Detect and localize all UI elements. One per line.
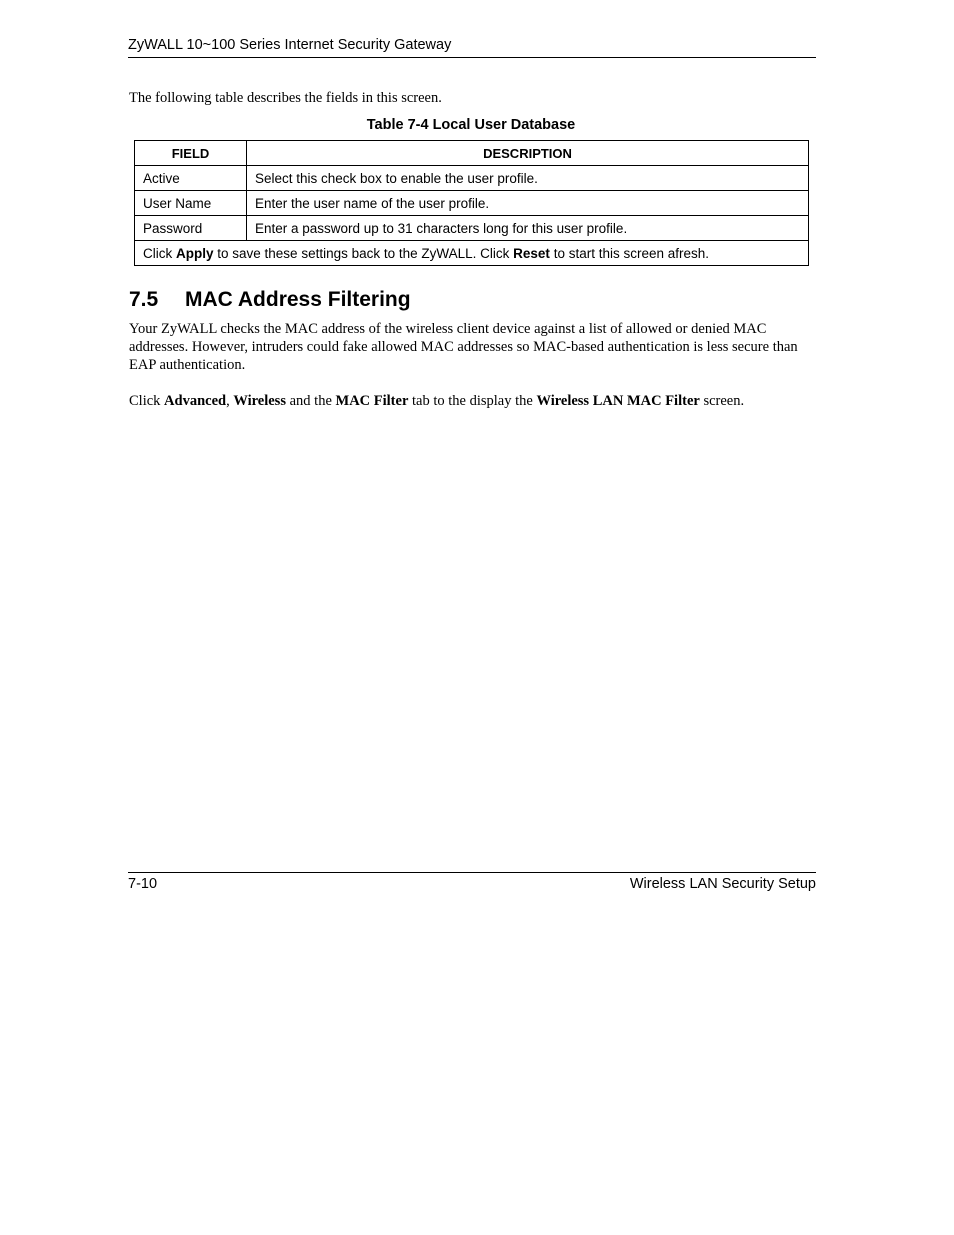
para-text: screen. [699,393,745,409]
note-apply-term: Apply [176,245,214,261]
header-title: ZyWALL 10~100 Series Internet Security Gateway [128,37,452,53]
para-text: , [226,393,234,409]
field-cell: Active [135,166,247,191]
table-header-row [135,141,809,166]
body-paragraph-instructions [129,392,819,410]
para-text: Click [129,393,165,409]
table-row [135,191,809,216]
menu-term-wireless: Wireless [233,393,286,409]
menu-term-mac-filter: MAC Filter [335,393,409,409]
section-title: MAC Address Filtering [185,288,411,311]
menu-term-advanced: Advanced [164,393,227,409]
field-cell: User Name [135,191,247,216]
table-footer-note [135,241,809,266]
para-text: tab to the display the [408,393,537,409]
field-table [134,140,809,266]
para-text: and the [285,393,336,409]
table-row [135,166,809,191]
table-caption: Table 7-4 Local User Database [366,117,576,133]
column-header-description: DESCRIPTION [247,141,809,166]
intro-text: The following table describes the fields in this screen. [129,90,442,106]
running-header [128,37,816,58]
description-cell: Enter a password up to 31 characters long for this user profile. [247,216,809,241]
description-cell: Select this check box to enable the user profile. [247,166,809,191]
section-number: 7.5 [129,288,159,311]
section-heading [129,288,411,312]
page-number: 7-10 [128,876,158,892]
note-text: to save these settings back to the ZyWALL. Click [213,245,514,261]
field-cell: Password [135,216,247,241]
note-reset-term: Reset [513,245,550,261]
body-paragraph: Your ZyWALL checks the MAC address of the wireless client device against a list of allowed or denied MAC addresses. However, intruders could fake allowed MAC addresses so MAC-based authentication is less secure than EAP authentication. [129,321,798,373]
description-cell: Enter the user name of the user profile. [247,191,809,216]
table-footer-row [135,241,809,266]
chapter-title: Wireless LAN Security Setup [629,876,816,892]
note-text: to start this screen afresh. [549,245,710,261]
column-header-field: FIELD [135,141,247,166]
running-footer [128,872,816,892]
screen-term-wireless-lan-mac-filter: Wireless LAN MAC Filter [536,393,700,409]
table-row [135,216,809,241]
note-text: Click [143,245,176,261]
